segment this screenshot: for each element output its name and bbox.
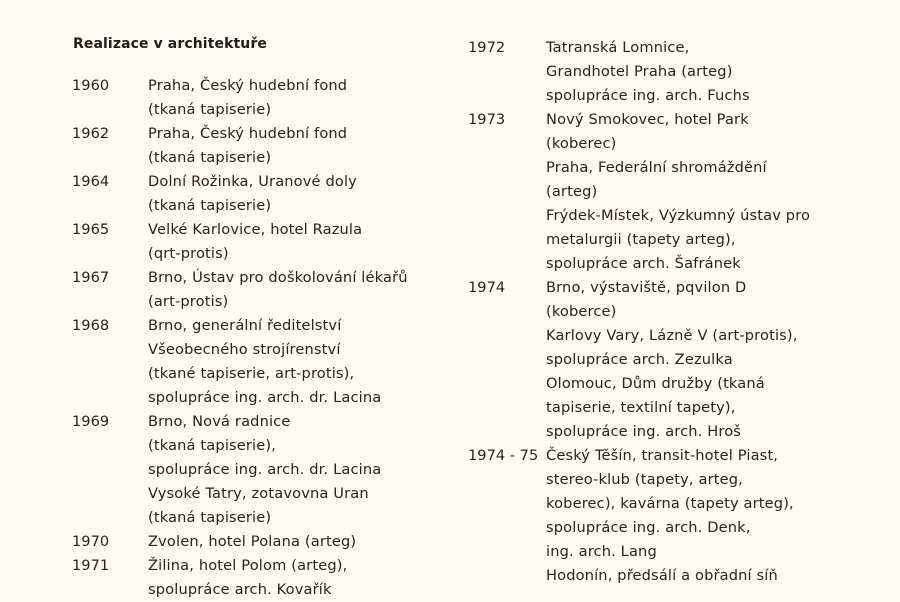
entry-line: ing. arch. Lang	[546, 543, 657, 560]
entry-line: Český Těšín, transit-hotel Piast,	[546, 447, 779, 464]
entry-year: 1970	[72, 533, 110, 550]
entry-line: Brno, generální ředitelství	[148, 317, 342, 334]
entry-line: Grandhotel Praha (arteg)	[546, 63, 733, 80]
entry-1974	[468, 276, 868, 444]
entry-line: spolupráce ing. arch. dr. Lacina	[148, 389, 382, 406]
entry-line: Praha, Český hudební fond	[148, 125, 348, 142]
entry-1969	[72, 410, 442, 530]
entry-line: Nový Smokovec, hotel Park	[546, 111, 749, 128]
entry-1962	[72, 122, 442, 170]
entry-line: Hodonín, předsálí a obřadní síň	[546, 567, 778, 584]
entry-year: 1964	[72, 173, 110, 190]
entry-line: (tkané tapiserie, art-protis),	[148, 365, 355, 382]
entry-line: Vysoké Tatry, zotavovna Uran	[148, 485, 369, 502]
entry-year: 1965	[72, 221, 110, 238]
entry-line: Žilina, hotel Polom (arteg),	[148, 557, 348, 574]
entry-1971	[72, 554, 442, 602]
entry-line: spolupráce arch. Zezulka	[546, 351, 733, 368]
entry-line: Tatranská Lomnice,	[546, 39, 690, 56]
entry-line: spolupráce ing. arch. dr. Lacina	[148, 461, 382, 478]
entry-line: (koberce)	[546, 303, 617, 320]
left-column	[72, 74, 442, 602]
entry-year: 1974 - 75	[468, 447, 539, 464]
entry-year: 1971	[72, 557, 110, 574]
entry-line: Všeobecného strojírenství	[148, 341, 341, 358]
entry-line: Praha, Český hudební fond	[148, 77, 348, 94]
entry-line: Brno, výstaviště, pqvilon D	[546, 279, 747, 296]
entry-line: spolupráce arch. Šafránek	[546, 255, 741, 272]
entry-1974-75	[468, 444, 868, 588]
entry-year: 1974	[468, 279, 506, 296]
entry-line: (koberec)	[546, 135, 617, 152]
entry-line: Zvolen, hotel Polana (arteg)	[148, 533, 357, 550]
entry-line: (art-protis)	[148, 293, 229, 310]
entry-line: stereo-klub (tapety, arteg,	[546, 471, 743, 488]
entry-line: (tkaná tapiserie)	[148, 197, 272, 214]
entry-year: 1973	[468, 111, 506, 128]
right-column	[468, 36, 868, 588]
entry-line: spolupráce arch. Kovařík	[148, 581, 332, 598]
entry-year: 1967	[72, 269, 110, 286]
entry-line: koberec), kavárna (tapety arteg),	[546, 495, 794, 512]
entry-line: (arteg)	[546, 183, 598, 200]
entry-line: (tkaná tapiserie)	[148, 101, 272, 118]
entry-line: (tkaná tapiserie)	[148, 509, 272, 526]
entry-line: spolupráce ing. arch. Fuchs	[546, 87, 750, 104]
entry-1965	[72, 218, 442, 266]
entry-year: 1969	[72, 413, 110, 430]
entry-line: Brno, Nová radnice	[148, 413, 291, 430]
entry-line: spolupráce ing. arch. Denk,	[546, 519, 751, 536]
entry-year: 1962	[72, 125, 110, 142]
entry-1968	[72, 314, 442, 410]
entry-1960	[72, 74, 442, 122]
entry-1972	[468, 36, 868, 108]
entry-line: tapiserie, textilní tapety),	[546, 399, 736, 416]
entry-1967	[72, 266, 442, 314]
entry-1973	[468, 108, 868, 276]
entry-1970	[72, 530, 442, 554]
entry-1964	[72, 170, 442, 218]
entry-line: Olomouc, Dům družby (tkaná	[546, 375, 765, 392]
entry-line: Dolní Rožinka, Uranové doly	[148, 173, 357, 190]
entry-year: 1972	[468, 39, 506, 56]
entry-line: spolupráce ing. arch. Hroš	[546, 423, 742, 440]
entry-line: (tkaná tapiserie)	[148, 149, 272, 166]
entry-line: Karlovy Vary, Lázně V (art-protis),	[546, 327, 798, 344]
section-heading: Realizace v architektuře	[73, 36, 267, 52]
entry-line: (tkaná tapiserie),	[148, 437, 277, 454]
entry-line: Velké Karlovice, hotel Razula	[148, 221, 363, 238]
entry-line: Brno, Ústav pro doškolování lékařů	[148, 269, 408, 286]
entry-year: 1960	[72, 77, 110, 94]
entry-line: Frýdek-Místek, Výzkumný ústav pro	[546, 207, 811, 224]
entry-line: metalurgii (tapety arteg),	[546, 231, 736, 248]
entry-year: 1968	[72, 317, 110, 334]
entry-line: (qrt-protis)	[148, 245, 229, 262]
entry-line: Praha, Federální shromáždění	[546, 159, 767, 176]
